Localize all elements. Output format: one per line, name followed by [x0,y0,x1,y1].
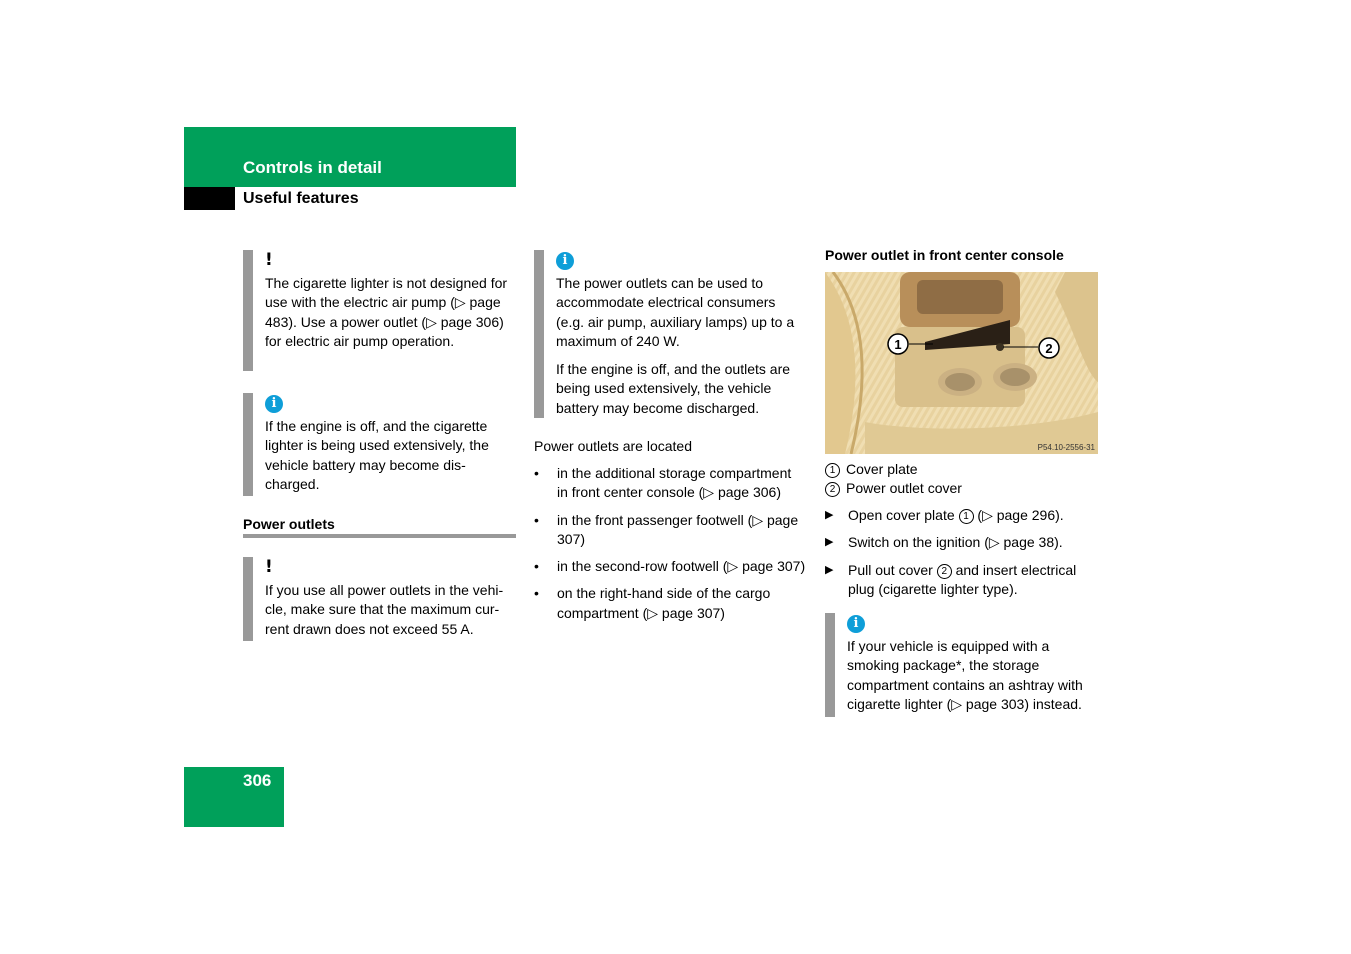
figure-callout-2: 2 [1045,341,1053,356]
info-text: If the engine is off, and the cigarette lighter is being used extensively, the vehicle battery may become dis-charged. [265,418,489,492]
warning-text: If you use all power outlets in the vehi-cle, make sure that the maximum cur-rent drawn does not exceed 55 A. [265,582,504,637]
chapter-title: Controls in detail [243,158,382,177]
info-note-smoking-package [825,613,1098,717]
info-icon: i [265,395,283,413]
callout-number: 1 [825,463,840,478]
bullet-marker: • [534,585,539,602]
header-band [184,127,516,187]
legend-item-1: 1 Cover plate [825,460,1098,479]
info-text-p2: If the engine is off, and the outlets are being used extensively, the vehicle battery may become discharged. [556,361,791,416]
note-bar [243,250,253,371]
info-note-battery [243,393,516,496]
page-number: 306 [243,771,272,790]
warning-note-current [243,557,516,641]
list-item: • in the front passenger footwell (▷ page 307) [534,511,799,547]
info-note-outlets [534,250,806,418]
outlet-locations-list [534,464,806,631]
callout-number: 2 [937,564,952,579]
section-title-front-console: Power outlet in front center console [825,247,1064,263]
step-item: ▶ Open cover plate 1 (▷ page 296). [825,506,1098,525]
step-arrow-icon: ▶ [825,536,834,549]
note-bar [825,613,835,717]
warning-exclamation-icon: ! [265,557,273,577]
step-arrow-icon: ▶ [825,563,834,576]
list-item: • on the right-hand side of the cargo compartment (▷ page 307) [534,585,771,621]
info-text: If your vehicle is equipped with a smoking package*, the storage compartment contains an ashtray with cigarette lighter (▷ page 303) instead. [847,638,1083,712]
console-photo [825,272,1098,454]
list-item: • in the second-row footwell (▷ page 307) [534,557,806,576]
bullet-marker: • [534,465,539,481]
figure-legend [825,460,1098,499]
step-item: ▶ Switch on the ignition (▷ page 38). [825,533,1098,552]
step-item: ▶ Pull out cover 2 and insert electrical plug (cigarette lighter type). [825,561,1077,597]
header-marker [184,187,235,210]
step-arrow-icon: ▶ [825,509,834,521]
warning-exclamation-icon: ! [265,250,273,270]
warning-note-lighter [243,250,516,371]
list-item: • in the additional storage compartment in front center console (▷ page 306) [534,465,792,501]
figure-code: P54.10-2556-31 [1037,443,1095,452]
note-bar [243,393,253,496]
note-bar [534,250,544,418]
info-icon: i [556,252,574,270]
info-text-p1: The power outlets can be used to accommodate electrical consumers (e.g. air pump, auxiliary lamps) up to a maximum of 240 W. [556,275,795,349]
bullet-marker: • [534,511,539,528]
note-bar [243,557,253,641]
procedure-steps [825,506,1098,607]
callout-number: 2 [825,482,840,497]
info-icon: i [847,615,865,633]
warning-text: The cigarette lighter is not designed for use with the electric air pump (▷ page 483). Use a power outlet (▷ page 306) for electric air pump operation. [265,275,508,349]
figure-callout-1: 1 [894,337,902,352]
section-subtitle: Useful features [243,190,359,207]
bullet-marker: • [534,558,539,575]
legend-item-2: 2 Power outlet cover [825,479,1098,498]
section-title-power-outlets: Power outlets [243,516,335,532]
section-rule [243,534,516,538]
outlets-intro: Power outlets are located [534,438,692,454]
callout-number: 1 [959,509,974,524]
